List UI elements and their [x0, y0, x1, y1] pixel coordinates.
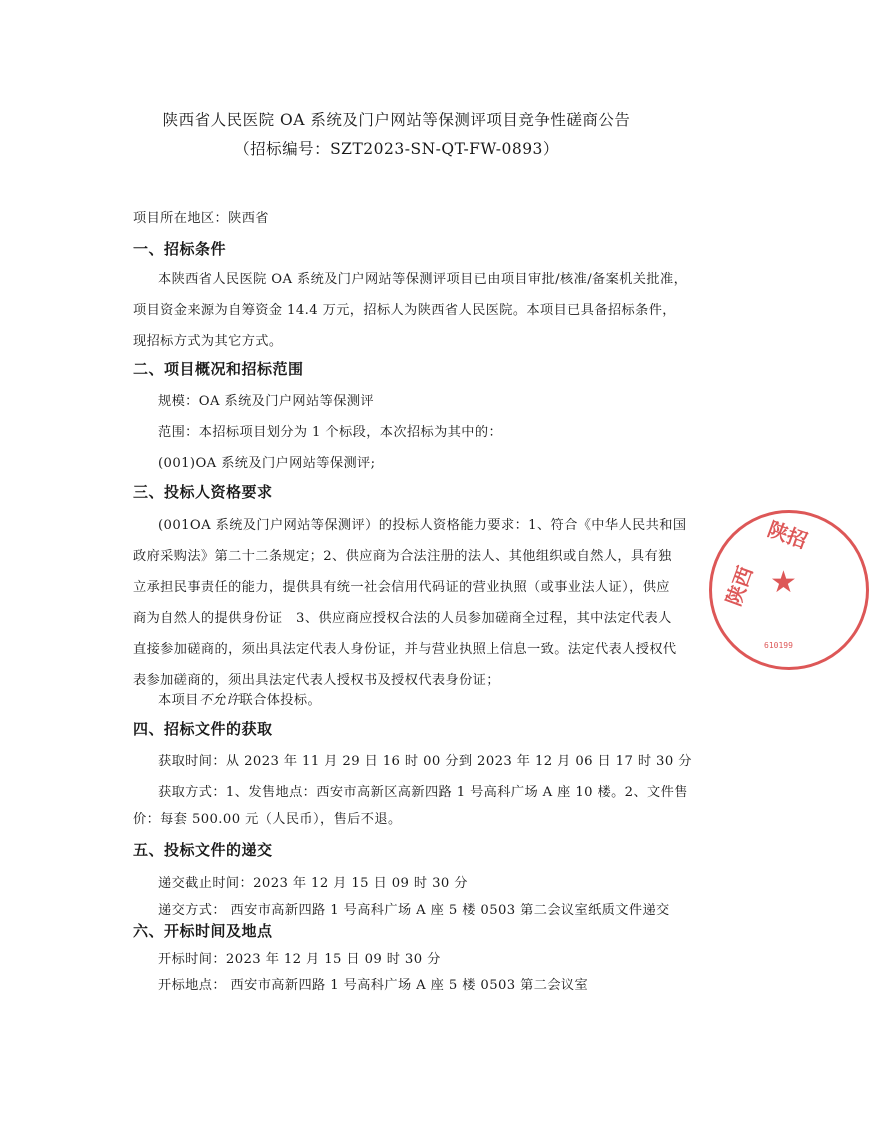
seal-number: 610199 — [764, 641, 793, 650]
project-region: 项目所在地区：陕西省 — [133, 211, 269, 226]
section-1-heading: 一、招标条件 — [133, 240, 227, 258]
consortium-not-allowed: 不允许 — [198, 693, 240, 708]
qualification-line-3: 立承担民事责任的能力，提供具有统一社会信用代码证的营业执照（或事业法人证），供应 — [133, 580, 670, 595]
seal-clip — [700, 500, 811, 680]
consortium-prefix: 本项目 — [158, 693, 199, 708]
qualification-line-4: 商为自然人的提供身份证 3、供应商应授权合法的人员参加磋商全过程，其中法定代表人 — [133, 611, 672, 626]
section-1-line-1: 本陕西省人民医院 OA 系统及门户网站等保测评项目已由项目审批/核准/备案机关批准， — [158, 272, 688, 287]
qualification-line-2: 政府采购法》第二十二条规定；2、供应商为合法注册的法人、其他组织或自然人，具有独 — [133, 549, 672, 564]
lot-line: (001)OA 系统及门户网站等保测评; — [158, 456, 376, 471]
acquisition-method-line-1: 获取方式：1、发售地点：西安市高新区高新四路 1 号高科广场 A 座 10 楼。2、文件售 — [158, 785, 688, 800]
qualification-line-1: (001OA 系统及门户网站等保测评）的投标人资格能力要求：1、符合《中华人民共和国 — [158, 518, 687, 533]
document-title: 陕西省人民医院 OA 系统及门户网站等保测评项目竞争性磋商公告 — [162, 111, 631, 129]
opening-location: 开标地点： 西安市高新四路 1 号高科广场 A 座 5 楼 0503 第二会议室 — [158, 978, 589, 993]
consortium-suffix: 联合体投标。 — [239, 693, 322, 708]
qualification-line-6: 表参加磋商的，须出具法定代表人授权书及授权代表身份证； — [133, 673, 500, 688]
acquisition-method-line-2: 价：每套 500.00 元（人民币），售后不退。 — [133, 812, 402, 827]
seal-text-top: 陕招 — [764, 516, 811, 554]
section-3-heading: 三、投标人资格要求 — [133, 483, 273, 501]
seal-star-icon: ★ — [770, 565, 797, 600]
section-1-line-2: 项目资金来源为自筹资金 14.4 万元，招标人为陕西省人民医院。本项目已具备招标条件， — [133, 303, 676, 318]
scale-line: 规模：OA 系统及门户网站等保测评 — [158, 394, 374, 409]
opening-time: 开标时间：2023 年 12 月 15 日 09 时 30 分 — [158, 952, 441, 967]
qualification-line-5: 直接参加磋商的，须出具法定代表人身份证，并与营业执照上信息一致。法定代表人授权代 — [133, 642, 677, 657]
section-4-heading: 四、招标文件的获取 — [133, 720, 273, 738]
section-5-heading: 五、投标文件的递交 — [133, 841, 273, 859]
section-1-line-3: 现招标方式为其它方式。 — [133, 334, 283, 349]
section-6-heading: 六、开标时间及地点 — [133, 922, 273, 940]
seal-text-left: 陕西 — [721, 563, 758, 609]
consortium-line — [158, 689, 321, 708]
acquisition-time: 获取时间：从 2023 年 11 月 29 日 16 时 00 分到 2023 年 12 月 06 日 17 时 30 分 — [158, 754, 692, 769]
submission-method: 递交方式： 西安市高新四路 1 号高科广场 A 座 5 楼 0503 第二会议室纸质文件递交 — [158, 903, 670, 918]
section-2-heading: 二、项目概况和招标范围 — [133, 360, 304, 378]
tender-number: （招标编号：SZT2023-SN-QT-FW-0893） — [234, 140, 559, 158]
red-seal-stamp — [709, 510, 869, 670]
scope-line: 范围：本招标项目划分为 1 个标段，本次招标为其中的： — [158, 425, 503, 440]
submission-deadline: 递交截止时间：2023 年 12 月 15 日 09 时 30 分 — [158, 876, 468, 891]
